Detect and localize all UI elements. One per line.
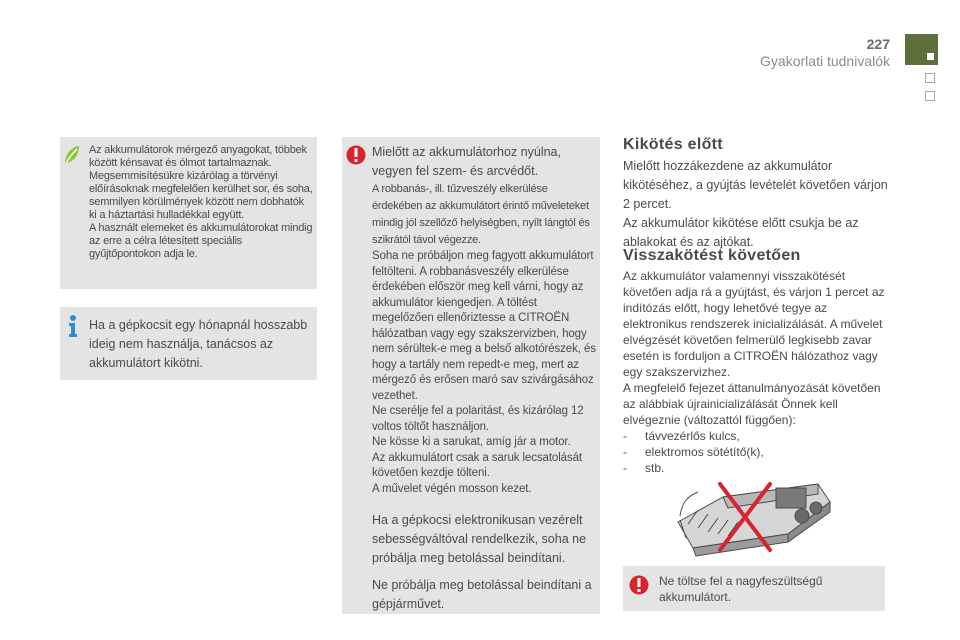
before-disconnect-text bbox=[623, 157, 891, 252]
high-voltage-warning-paragraph: Ne töltse fel a nagyfeszültségű akkumulátort. bbox=[659, 574, 823, 604]
section-title: Gyakorlati tudnivalók bbox=[760, 53, 890, 69]
warning-paragraph: A robbanás-, ill. tűzveszély elkerülése érdekében az akkumulátort érintő műveleteket mindig jól szellőző helyiségben, nyílt lángtól és szikrától távol végezze. bbox=[372, 183, 590, 246]
after-reconnect-text bbox=[623, 268, 891, 476]
warning-paragraph: Az akkumulátort csak a saruk lecsatolását követően kezdje tölteni. bbox=[372, 451, 583, 479]
list-item-text: stb. bbox=[645, 461, 665, 475]
list-item bbox=[623, 428, 891, 444]
warning-paragraph: Ne cserélje fel a polaritást, és kizárólag 12 voltos töltőt használjon. bbox=[372, 405, 584, 433]
warning-paragraph: Ha a gépkocsi elektronikusan vezérelt sebességváltóval rendelkezik, soha ne próbálja meg betolással beindítani. bbox=[372, 513, 587, 565]
list-item-text: elektromos sötétítő(k), bbox=[645, 445, 764, 459]
environment-note-paragraph: A használt elemeket és akkumulátorokat mindig az erre a célra létesített speciális gyűjtőpontokon adja le. bbox=[89, 222, 313, 260]
list-dash: - bbox=[623, 461, 627, 475]
high-voltage-warning-text bbox=[659, 573, 839, 605]
chapter-tab-box bbox=[925, 73, 935, 83]
list-dash: - bbox=[623, 429, 627, 443]
leaf-icon bbox=[63, 144, 81, 166]
exclamation-icon bbox=[346, 144, 366, 166]
info-note-paragraph: Ha a gépkocsit egy hónapnál hosszabb ideig nem használja, tanácsos az akkumulátort kikötni. bbox=[89, 318, 308, 370]
list-dash: - bbox=[623, 445, 627, 459]
environment-note-text bbox=[89, 144, 313, 261]
warning-paragraph: Ne kösse ki a sarukat, amíg jár a motor. bbox=[372, 436, 571, 448]
page-number: 227 bbox=[866, 36, 890, 52]
list-item-text: távvezérlős kulcs, bbox=[645, 429, 740, 443]
warning-paragraph: Mielőtt az akkumulátorhoz nyúlna, vegyen fel szem- és arcvédőt. bbox=[372, 145, 561, 178]
info-icon bbox=[65, 314, 81, 338]
chapter-tab-box bbox=[925, 91, 935, 101]
environment-note-paragraph: Az akkumulátorok mérgező anyagokat, többek között kénsavat és ólmot tartalmaznak. Megsemmisítésükre kizárólag a törvényi előírásoknak megfelelően kerülhet sor, és soha, semmilyen körülmények között nem dobhatók ki a háztartási hulladékkal együtt. bbox=[89, 144, 313, 221]
warning-text bbox=[372, 143, 597, 614]
chapter-marker bbox=[905, 34, 938, 65]
after-reconnect-heading: Visszakötést követően bbox=[623, 247, 801, 264]
before-disconnect-paragraph: Mielőtt hozzákezdene az akkumulátor kikötéséhez, a gyújtás levételét követően várjon 2 percet. bbox=[623, 159, 888, 211]
warning-paragraph: Ne próbálja meg betolással beindítani a gépjárművet. bbox=[372, 578, 592, 611]
after-reconnect-paragraph: Az akkumulátor valamennyi visszakötését követően adja rá a gyújtást, és várjon 1 percet az indítózás előtt, hogy lehetővé tegye az elektronikus rendszerek inicializálását. A művelet elvégzését követően felmerülő legkisebb zavar esetén is forduljon a CITROËN hálózathoz vagy egy szakszervizhez. bbox=[623, 269, 885, 379]
crossed-out-battery-illustration bbox=[668, 462, 838, 558]
info-note-text bbox=[89, 316, 313, 373]
chapter-marker-dot bbox=[927, 53, 934, 60]
warning-paragraph: A művelet végén mosson kezet. bbox=[372, 482, 532, 495]
exclamation-icon bbox=[629, 574, 649, 596]
list-item bbox=[623, 444, 891, 460]
before-disconnect-heading: Kikötés előtt bbox=[623, 136, 723, 153]
warning-paragraph: Soha ne próbáljon meg fagyott akkumulátort feltölteni. A robbanásveszély elkerülése érdekében először meg kell várni, hogy az akkumulátor kiengedjen. A töltést megelőzően ellenőriztesse a CITROËN hálózatban vagy egy szakszervizben, hogy nem sérültek-e meg a belső alkotórészek, és hogy a tartály nem repedt-e meg, mert az mérgező és erősen maró sav szivárgásához vezethet. bbox=[372, 250, 596, 402]
after-reconnect-paragraph: A megfelelő fejezet áttanulmányozását követően az alábbiak újrainicializálását Önnek kell elvégeznie (változattól függően): bbox=[623, 381, 881, 427]
before-disconnect-paragraph: Az akkumulátor kikötése előtt csukja be az ablakokat és az ajtókat. bbox=[623, 216, 859, 249]
